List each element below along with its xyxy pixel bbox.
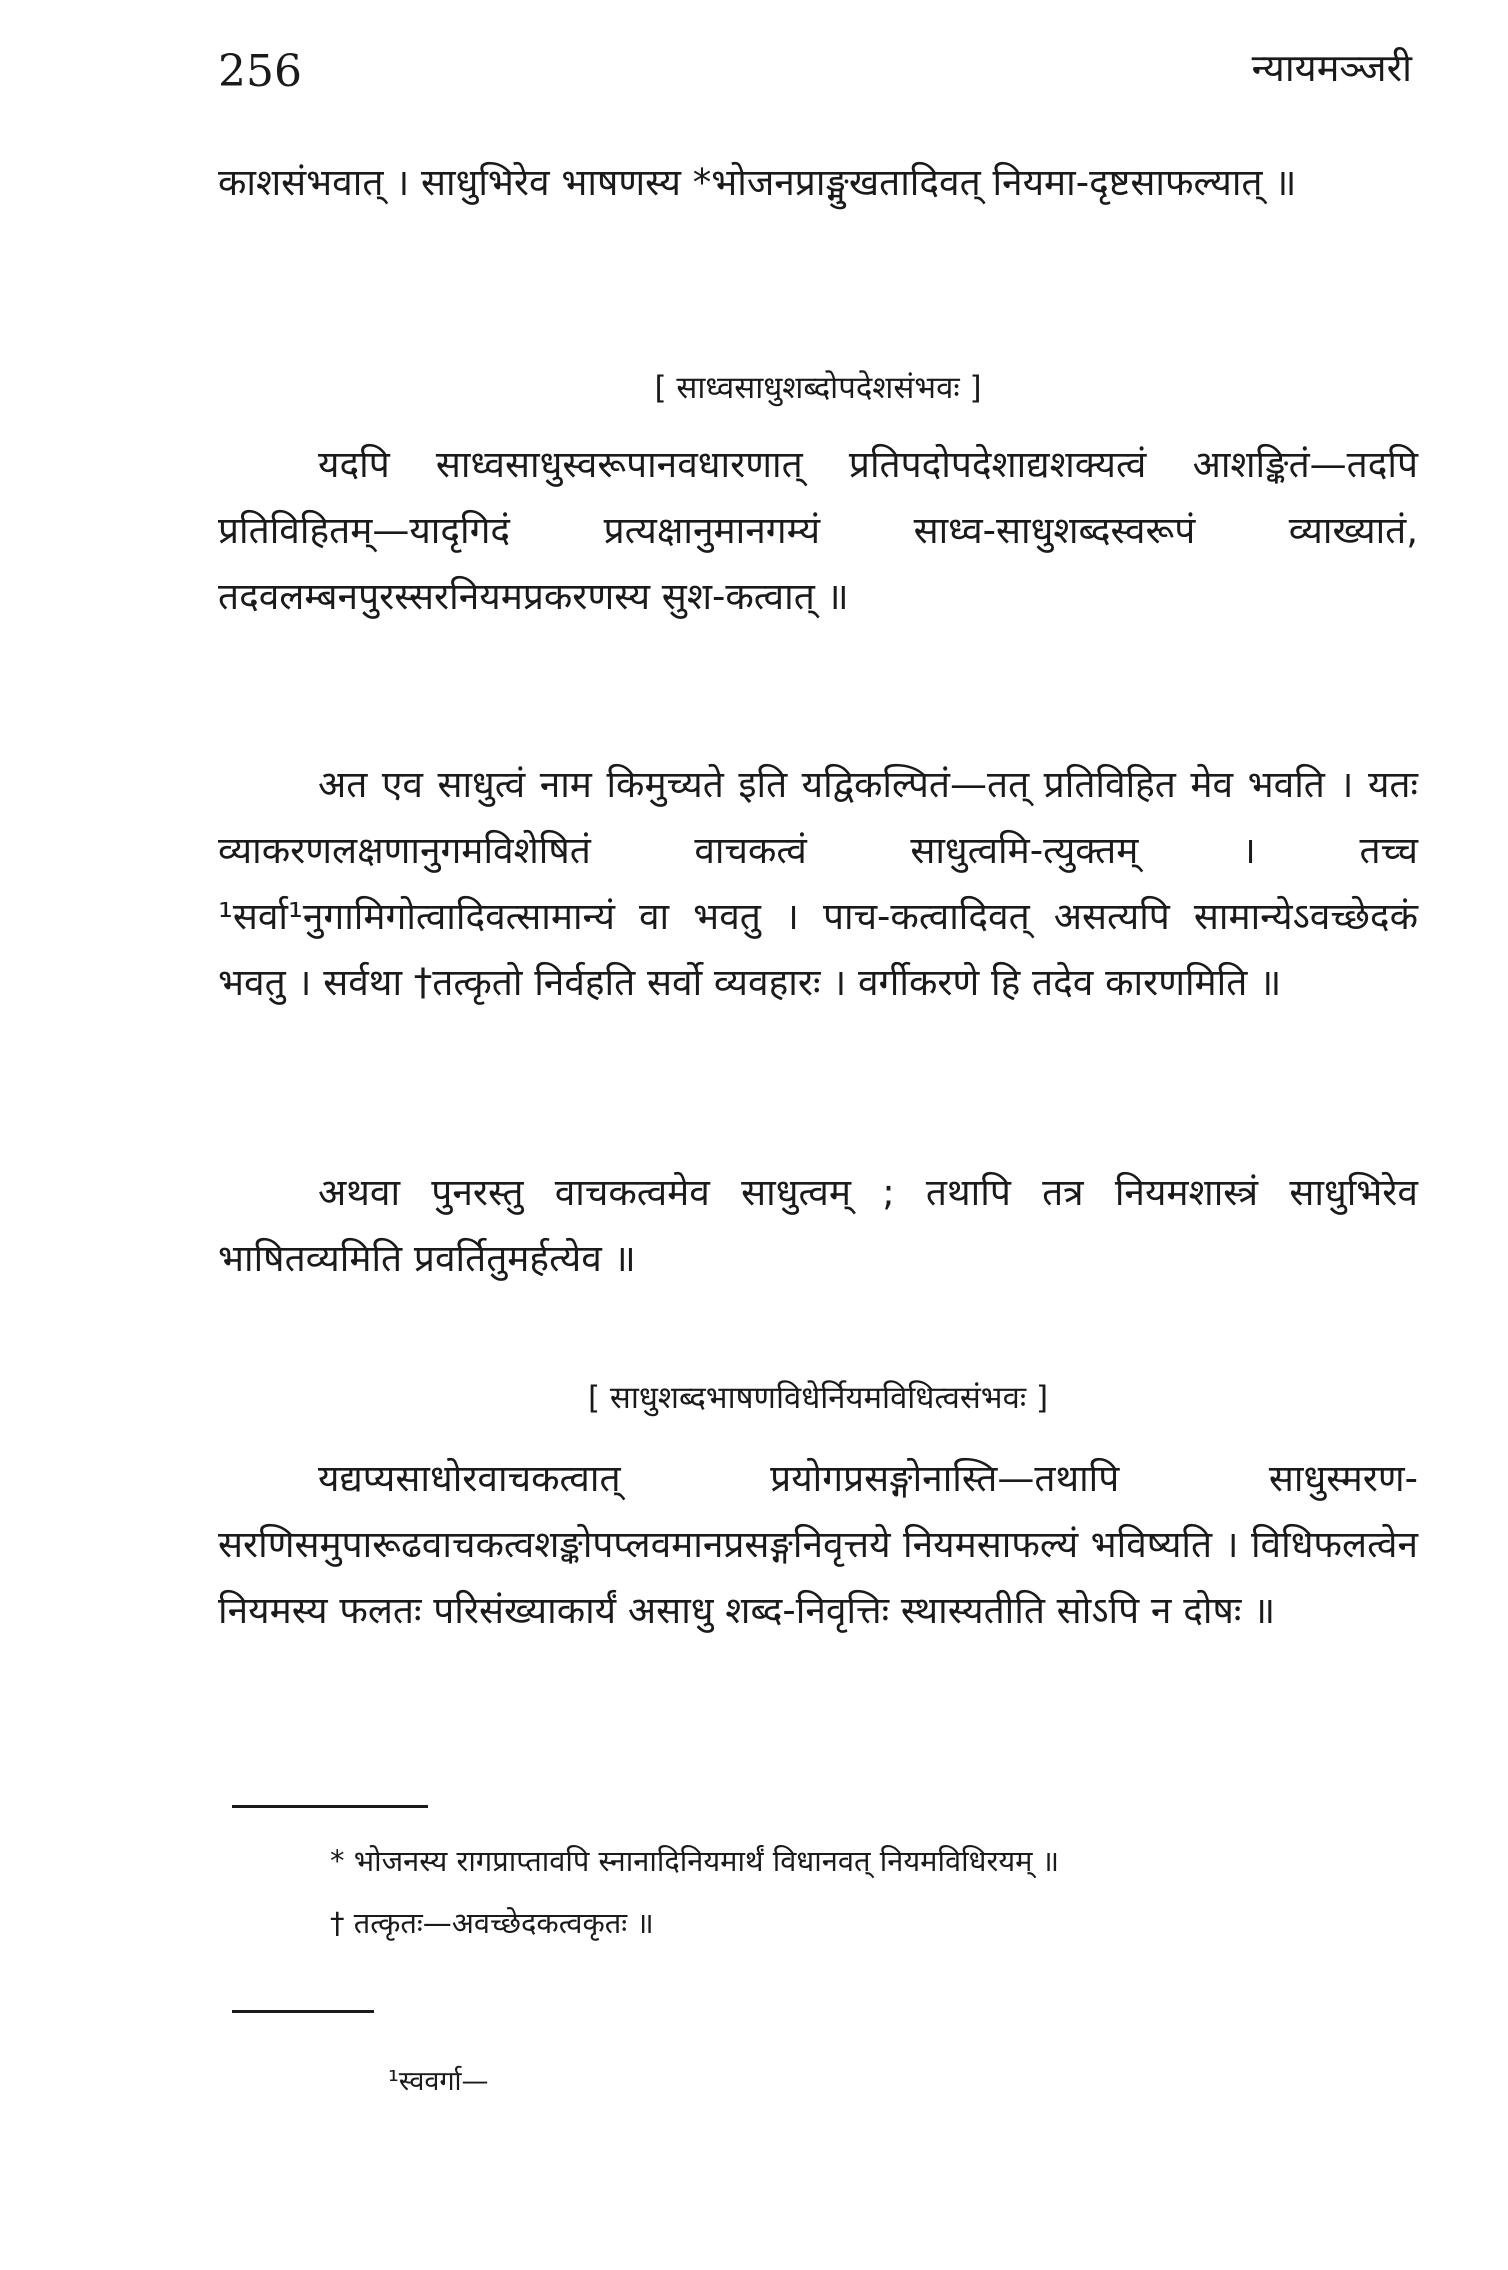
running-title: न्यायमञ्जरी — [1251, 46, 1412, 90]
variant-reading-note: ¹स्ववर्गा— — [388, 2066, 489, 2097]
paragraph-3: अत एव साधुत्वं नाम किमुच्यते इति यद्विकल्पितं—तत् प्रतिविहित मेव भवति । यतः व्याकरणलक्षणानुगमविशेषितं वाचकत्वं साधुत्वमि-त्युक्तम् । तच्च ¹सर्वा¹नुगामिगोत्वादिवत्सामान्यं वा भवतु । पाच-कत्वादिवत् असत्यपि सामान्येऽवच्छेदकं भवतु । सर्वथा †तत्कृतो निर्वहति सर्वो व्यवहारः । वर्गीकरणे हि तदेव कारणमिति ॥ — [218, 763, 1418, 1004]
section-heading-2: [ साधुशब्दभाषणविधेर्नियमविधित्वसंभवः ] — [587, 1380, 1049, 1416]
paragraph-4: अथवा पुनरस्तु वाचकत्वमेव साधुत्वम् ; तथापि तत्र नियमशास्त्रं साधुभिरेव भाषितव्यमिति प्रवर्तितुमर्हत्येव ॥ — [218, 1171, 1418, 1280]
paragraph-5: यद्यप्यसाधोरवाचकत्वात् प्रयोगप्रसङ्गोनास्ति—तथापि साधुस्मरण-सरणिसमुपारूढवाचकत्वशङ्कोपप्लवमानप्रसङ्गनिवृत्तये नियमसाफल्यं भविष्यति । विधिफलत्वेन नियमस्य फलतः परिसंख्याकार्यं असाधु शब्द-निवृत्तिः स्थास्यतीति सोऽपि न दोषः ॥ — [218, 1457, 1418, 1632]
paragraph-2: यदपि साध्वसाधुस्वरूपानवधारणात् प्रतिपदोपदेशाद्यशक्यत्वं आशङ्कितं—तदपि प्रतिविहितम्—यादृगिदं प्रत्यक्षानुमानगम्यं साध्व-साधुशब्दस्वरूपं व्याख्यातं, तदवलम्बनपुरस्सरनियमप्रकरणस्य सुश-कत्वात् ॥ — [218, 443, 1418, 618]
section-heading-1: [ साध्वसाधुशब्दोपदेशसंभवः ] — [654, 370, 982, 406]
footnote-separator — [232, 1805, 428, 1808]
footnote-1: * भोजनस्य रागप्राप्तावपि स्नानादिनियमार्थं विधानवत् नियमविधिरयम् ॥ — [330, 1844, 1060, 1878]
footnote-2: † तत्कृतः—अवच्छेदकत्वकृतः ॥ — [330, 1906, 654, 1940]
variant-separator — [232, 2010, 374, 2013]
page-number: 256 — [218, 46, 302, 97]
paragraph-continuation: काशसंभवात् । साधुभिरेव भाषणस्य *भोजनप्राङ्मुखतादिवत् नियमा-दृष्टसाफल्यात् ॥ — [218, 161, 1297, 204]
